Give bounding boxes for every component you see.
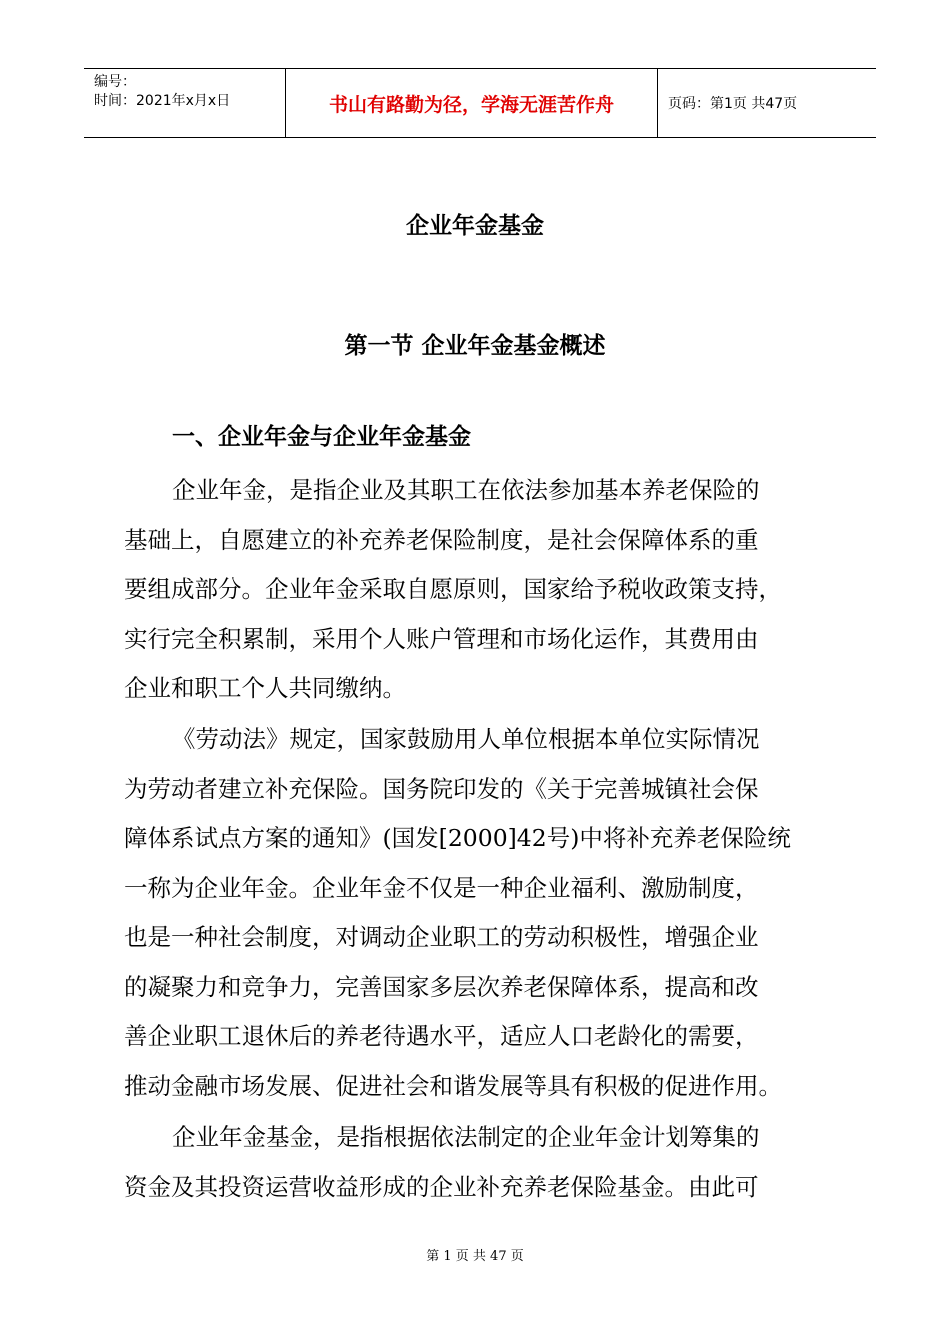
header-meta-cell <box>84 69 286 137</box>
number-label: 编号： <box>94 74 136 90</box>
paragraph-line: 为劳动者建立补充保险。国务院印发的《关于完善城镇社会保 <box>124 774 759 803</box>
paragraph-line: 要组成部分。企业年金采取自愿原则，国家给予税收政策支持， <box>124 575 782 603</box>
document-title: 企业年金基金 <box>406 213 544 239</box>
paragraph-line: 一称为企业年金。企业年金不仅是一种企业福利、激励制度， <box>124 873 759 902</box>
paragraph-line: 企业和职工个人共同缴纳。 <box>124 674 406 702</box>
paragraph-line: 实行完全积累制，采用个人账户管理和市场化运作，其费用由 <box>124 624 759 653</box>
paragraph-line: 基础上，自愿建立的补充养老保险制度，是社会保障体系的重 <box>124 525 759 554</box>
section-title: 第一节 企业年金基金概述 <box>344 333 606 359</box>
paragraph-line: 企业年金基金，是指根据依法制定的企业年金计划筹集的 <box>172 1123 760 1151</box>
header-motto-cell <box>286 69 658 137</box>
paragraph-line: 企业年金，是指企业及其职工在依法参加基本养老保险的 <box>172 476 760 504</box>
time-label: 时间：2021年x月x日 <box>94 93 231 109</box>
paragraph-line: 的凝聚力和竞争力，完善国家多层次养老保障体系，提高和改 <box>124 972 759 1001</box>
paragraph-2 <box>124 715 844 1111</box>
header-table <box>84 68 876 138</box>
header-page-cell <box>658 69 876 137</box>
paragraph-1 <box>124 466 844 714</box>
page-footer: 第 1 页 共 47 页 <box>426 1249 524 1264</box>
paragraph-line: 推动金融市场发展、促进社会和谐发展等具有积极的促进作用。 <box>124 1071 782 1100</box>
paragraph-line: 也是一种社会制度，对调动企业职工的劳动积极性，增强企业 <box>124 923 759 951</box>
paragraph-line: 善企业职工退休后的养老待遇水平，适应人口老龄化的需要， <box>124 1022 759 1050</box>
paragraph-line: 障体系试点方案的通知》(国发[2000]42号)中将补充养老保险统 <box>124 824 791 852</box>
paragraph-line: 资金及其投资运营收益形成的企业补充养老保险基金。由此可 <box>124 1172 759 1201</box>
paragraph-line: 《劳动法》规定，国家鼓励用人单位根据本单位实际情况 <box>172 725 760 753</box>
paragraph-3 <box>124 1113 844 1212</box>
subsection-title: 一、企业年金与企业年金基金 <box>172 424 471 450</box>
motto-text: 书山有路勤为径，学海无涯苦作舟 <box>328 93 614 116</box>
page-info: 页码：第1页 共47页 <box>668 96 798 112</box>
